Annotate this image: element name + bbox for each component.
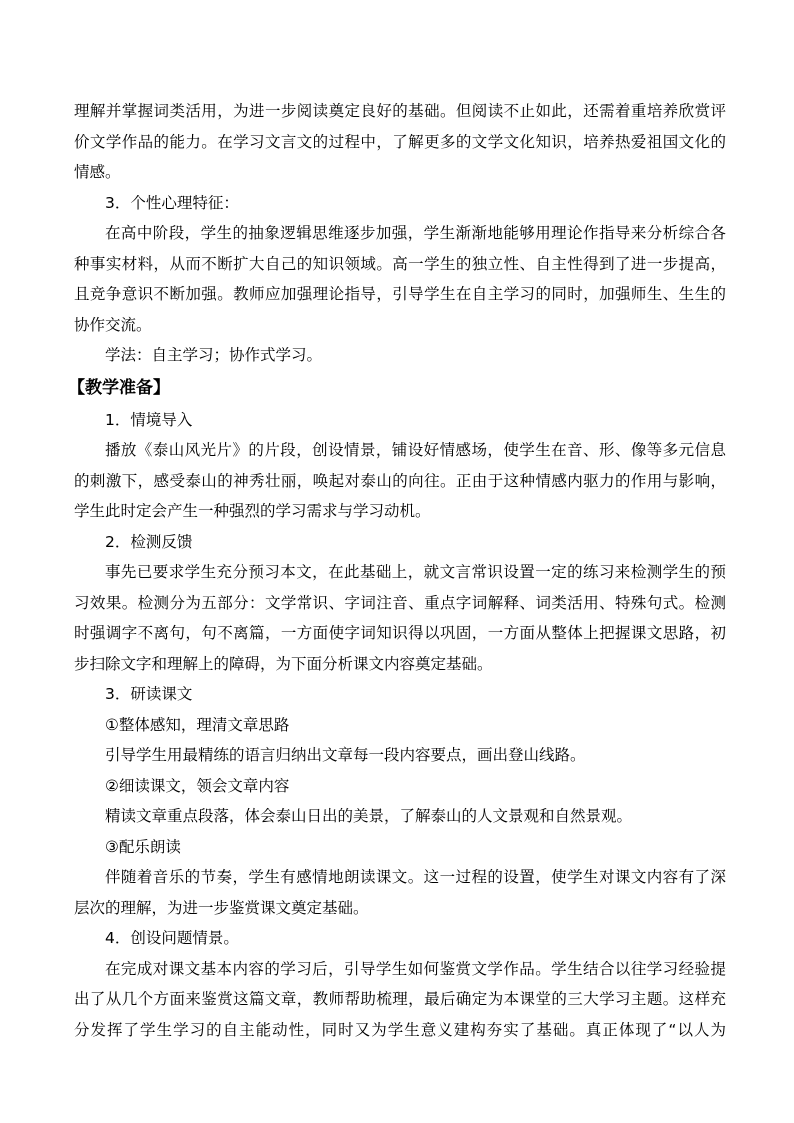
paragraph-line: 层次的理解，为进一步鉴赏课文奠定基础。 [74,898,369,917]
paragraph-line: 事先已要求学生充分预习本文，在此基础上，就文言常识设置一定的练习来检测学生的预 [105,563,726,581]
paragraph-line: 习效果。检测分为五部分：文学常识、字词注音、重点字词解释、词类活用、特殊句式。检测 [74,593,726,612]
paragraph-line: 伴随着音乐的节奏，学生有感情地朗读课文。这一过程的设置，使学生对课文内容有了深 [105,868,726,886]
paragraph-line: 情感。 [74,163,121,181]
sub-heading: ①整体感知，理清文章思路 [105,715,290,734]
paragraph-line: 引导学生用最精练的语言归纳出文章每一段内容要点，画出登山线路。 [105,746,586,764]
paragraph-line: 种事实材料，从而不断扩大自己的知识领域。高一学生的独立性、自主性得到了进一步提高， [74,254,726,273]
section-title: 【教学准备】 [68,377,170,398]
item-heading: 1．情境导入 [105,410,193,429]
paragraph-line: 的刺激下，感受泰山的神秀壮丽，唤起对泰山的向往。正由于这种情感内驱力的作用与影响， [74,471,726,490]
paragraph-line: 在完成对课文基本内容的学习后，引导学生如何鉴赏文学作品。学生结合以往学习经验提 [105,959,726,978]
paragraph-line: 时强调字不离句，句不离篇，一方面使字词知识得以巩固，一方面从整体上把握课文思路，初 [74,624,726,642]
study-method: 学法：自主学习；协作式学习。 [105,346,323,364]
item-heading: 2．检测反馈 [105,532,193,551]
sub-heading: ②细读课文，领会文章内容 [105,776,290,795]
paragraph-line: 且竞争意识不断加强。教师应加强理论指导，引导学生在自主学习的同时，加强师生、生生的 [74,285,726,303]
paragraph-line: 价文学作品的能力。在学习文言文的过程中，了解更多的文学文化知识，培养热爱祖国文化的 [74,132,726,151]
paragraph-line: 步扫除文字和理解上的障碍，为下面分析课文内容奠定基础。 [74,654,493,673]
paragraph-line: 播放《泰山风光片》的片段，创设情景，铺设好情感场，使学生在音、形、像等多元信息 [105,441,726,459]
paragraph-line: 出了从几个方面来鉴赏这篇文章，教师帮助梳理，最后确定为本课堂的三大学习主题。这样充 [74,990,726,1008]
paragraph-line: 精读文章重点段落，体会泰山日出的美景，了解泰山的人文景观和自然景观。 [105,807,633,825]
paragraph-line: 在高中阶段，学生的抽象逻辑思维逐步加强，学生渐渐地能够用理论作指导来分析综合各 [105,224,726,242]
paragraph-line: 分发挥了学生学习的自主能动性，同时又为学生意义建构夯实了基础。真正体现了“以人为 [74,1020,726,1039]
sub-heading: ③配乐朗读 [105,837,181,856]
paragraph-line: 理解并掌握词类活用，为进一步阅读奠定良好的基础。但阅读不止如此，还需着重培养欣赏评 [74,102,726,120]
paragraph-line: 学生此时定会产生一种强烈的学习需求与学习动机。 [74,502,431,520]
item-heading: 4．创设问题情景。 [105,929,239,947]
document-page [68,96,726,1045]
paragraph-line: 协作交流。 [74,315,152,334]
item-heading: 3．研读课文 [105,685,193,703]
item-heading: 3．个性心理特征： [105,193,239,212]
